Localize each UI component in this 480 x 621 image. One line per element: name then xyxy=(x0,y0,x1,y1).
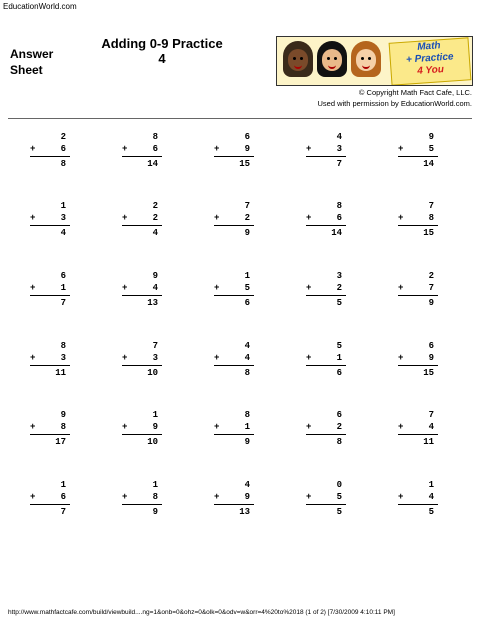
addend-bottom: 3 xyxy=(60,213,66,223)
addend-top: 5 xyxy=(336,341,342,351)
addend-top: 3 xyxy=(336,271,342,281)
answer-value: 6 xyxy=(336,368,342,378)
banner-line2: + Practice xyxy=(405,51,454,66)
plus-sign: + xyxy=(122,213,128,223)
addend-bottom: 1 xyxy=(336,353,342,363)
sum-line xyxy=(398,225,438,226)
plus-sign: + xyxy=(122,422,128,432)
addend-top: 1 xyxy=(60,201,66,211)
addend-bottom: 4 xyxy=(244,353,250,363)
answer-value: 8 xyxy=(336,437,342,447)
addend-top: 8 xyxy=(60,341,66,351)
sum-line xyxy=(398,156,438,157)
addend-top: 1 xyxy=(60,480,66,490)
answer-value: 4 xyxy=(60,228,66,238)
plus-sign: + xyxy=(30,213,36,223)
plus-sign: + xyxy=(214,492,220,502)
plus-sign: + xyxy=(306,422,312,432)
plus-sign: + xyxy=(214,283,220,293)
answer-value: 17 xyxy=(55,437,66,447)
page-footer-url: http://www.mathfactcafe.com/build/viewbuild....ng=1&onb=0&ohz=0&olk=0&odv=w&orr=4%20to%2018 (1 of 2) [7/30/2009 4:10:11 PM] xyxy=(8,609,395,616)
sum-line xyxy=(122,504,162,505)
plus-sign: + xyxy=(122,283,128,293)
addend-bottom: 9 xyxy=(428,353,434,363)
source-label: EducationWorld.com xyxy=(3,2,77,11)
answer-value: 9 xyxy=(244,228,250,238)
banner-line3: 4 You xyxy=(416,64,445,77)
addend-bottom: 2 xyxy=(336,422,342,432)
addend-bottom: 5 xyxy=(244,283,250,293)
sum-line xyxy=(398,434,438,435)
addend-bottom: 4 xyxy=(152,283,158,293)
answer-value: 7 xyxy=(60,298,66,308)
sum-line xyxy=(122,156,162,157)
addend-bottom: 8 xyxy=(60,422,66,432)
addend-bottom: 5 xyxy=(428,144,434,154)
sum-line xyxy=(306,225,346,226)
answer-value: 9 xyxy=(428,298,434,308)
plus-sign: + xyxy=(398,144,404,154)
sum-line xyxy=(306,434,346,435)
addend-top: 9 xyxy=(60,410,66,420)
addend-top: 6 xyxy=(428,341,434,351)
answer-value: 15 xyxy=(423,228,434,238)
sum-line xyxy=(30,365,70,366)
answer-value: 14 xyxy=(423,159,434,169)
addend-top: 0 xyxy=(336,480,342,490)
copyright-line2: Used with permission by EducationWorld.com. xyxy=(317,99,472,108)
sum-line xyxy=(306,504,346,505)
plus-sign: + xyxy=(306,492,312,502)
answer-value: 8 xyxy=(244,368,250,378)
addend-top: 2 xyxy=(152,201,158,211)
addend-top: 7 xyxy=(244,201,250,211)
addend-bottom: 6 xyxy=(152,144,158,154)
sum-line xyxy=(122,225,162,226)
addend-bottom: 8 xyxy=(152,492,158,502)
sum-line xyxy=(30,295,70,296)
plus-sign: + xyxy=(30,492,36,502)
addend-bottom: 4 xyxy=(428,492,434,502)
answer-label-line2: Sheet xyxy=(10,63,43,77)
addend-top: 8 xyxy=(336,201,342,211)
sum-line xyxy=(30,504,70,505)
addend-bottom: 2 xyxy=(336,283,342,293)
plus-sign: + xyxy=(398,492,404,502)
plus-sign: + xyxy=(398,422,404,432)
addend-top: 7 xyxy=(428,201,434,211)
addend-top: 1 xyxy=(152,480,158,490)
answer-value: 15 xyxy=(239,159,250,169)
answer-value: 10 xyxy=(147,437,158,447)
addend-bottom: 3 xyxy=(152,353,158,363)
sum-line xyxy=(214,365,254,366)
sum-line xyxy=(398,504,438,505)
plus-sign: + xyxy=(398,283,404,293)
addend-top: 9 xyxy=(428,132,434,142)
plus-sign: + xyxy=(398,353,404,363)
answer-value: 11 xyxy=(423,437,434,447)
addend-bottom: 9 xyxy=(244,144,250,154)
addend-bottom: 3 xyxy=(336,144,342,154)
addend-top: 7 xyxy=(152,341,158,351)
addend-top: 1 xyxy=(428,480,434,490)
sum-line xyxy=(398,295,438,296)
sum-line xyxy=(122,434,162,435)
banner-line1: Math xyxy=(416,40,441,53)
addend-bottom: 4 xyxy=(428,422,434,432)
addend-bottom: 8 xyxy=(428,213,434,223)
addend-bottom: 1 xyxy=(244,422,250,432)
answer-value: 11 xyxy=(55,368,66,378)
answer-value: 7 xyxy=(60,507,66,517)
addend-top: 1 xyxy=(152,410,158,420)
plus-sign: + xyxy=(30,283,36,293)
sum-line xyxy=(214,504,254,505)
plus-sign: + xyxy=(30,422,36,432)
plus-sign: + xyxy=(214,353,220,363)
addend-top: 4 xyxy=(244,480,250,490)
addend-top: 8 xyxy=(244,410,250,420)
sum-line xyxy=(30,225,70,226)
addend-bottom: 6 xyxy=(336,213,342,223)
answer-value: 14 xyxy=(147,159,158,169)
sum-line xyxy=(122,365,162,366)
answer-value: 9 xyxy=(244,437,250,447)
sum-line xyxy=(214,434,254,435)
plus-sign: + xyxy=(306,144,312,154)
plus-sign: + xyxy=(306,353,312,363)
answer-value: 6 xyxy=(244,298,250,308)
addend-top: 2 xyxy=(60,132,66,142)
answer-value: 15 xyxy=(423,368,434,378)
sum-line xyxy=(122,295,162,296)
addend-top: 4 xyxy=(244,341,250,351)
answer-value: 14 xyxy=(331,228,342,238)
plus-sign: + xyxy=(122,353,128,363)
plus-sign: + xyxy=(214,422,220,432)
title-line1: Adding 0-9 Practice xyxy=(101,36,223,51)
answer-value: 8 xyxy=(60,159,66,169)
plus-sign: + xyxy=(306,213,312,223)
sum-line xyxy=(306,295,346,296)
copyright-line1: © Copyright Math Fact Cafe, LLC. xyxy=(358,88,472,97)
addend-top: 6 xyxy=(244,132,250,142)
plus-sign: + xyxy=(214,144,220,154)
plus-sign: + xyxy=(30,144,36,154)
plus-sign: + xyxy=(122,144,128,154)
plus-sign: + xyxy=(214,213,220,223)
answer-value: 5 xyxy=(336,298,342,308)
addend-top: 6 xyxy=(336,410,342,420)
sum-line xyxy=(30,434,70,435)
sum-line xyxy=(398,365,438,366)
plus-sign: + xyxy=(398,213,404,223)
sum-line xyxy=(214,156,254,157)
addend-bottom: 2 xyxy=(244,213,250,223)
addend-bottom: 7 xyxy=(428,283,434,293)
addend-top: 9 xyxy=(152,271,158,281)
answer-value: 13 xyxy=(239,507,250,517)
sum-line xyxy=(306,365,346,366)
title-line2: 4 xyxy=(158,51,166,66)
addend-bottom: 6 xyxy=(60,144,66,154)
addend-top: 2 xyxy=(428,271,434,281)
answer-value: 4 xyxy=(152,228,158,238)
answer-value: 13 xyxy=(147,298,158,308)
answer-value: 10 xyxy=(147,368,158,378)
addend-top: 7 xyxy=(428,410,434,420)
sum-line xyxy=(306,156,346,157)
answer-value: 9 xyxy=(152,507,158,517)
addend-bottom: 3 xyxy=(60,353,66,363)
plus-sign: + xyxy=(122,492,128,502)
addend-bottom: 1 xyxy=(60,283,66,293)
sum-line xyxy=(214,295,254,296)
addend-top: 6 xyxy=(60,271,66,281)
answer-value: 5 xyxy=(336,507,342,517)
answer-value: 5 xyxy=(428,507,434,517)
plus-sign: + xyxy=(30,353,36,363)
addend-top: 1 xyxy=(244,271,250,281)
addend-bottom: 9 xyxy=(152,422,158,432)
plus-sign: + xyxy=(306,283,312,293)
sum-line xyxy=(30,156,70,157)
addend-bottom: 2 xyxy=(152,213,158,223)
addend-bottom: 6 xyxy=(60,492,66,502)
addend-top: 8 xyxy=(152,132,158,142)
addend-top: 4 xyxy=(336,132,342,142)
answer-label-line1: Answer xyxy=(10,47,54,61)
addend-bottom: 5 xyxy=(336,492,342,502)
addend-bottom: 9 xyxy=(244,492,250,502)
sum-line xyxy=(214,225,254,226)
answer-value: 7 xyxy=(336,159,342,169)
